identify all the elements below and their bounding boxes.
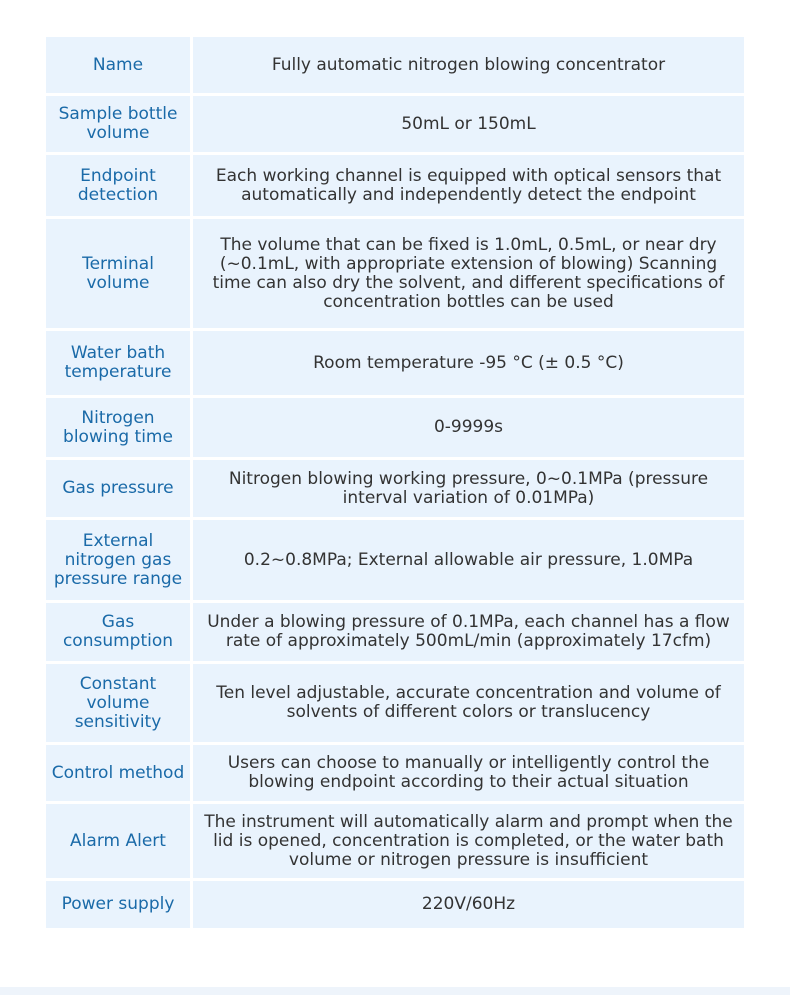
row-value: Each working channel is equipped with optical sensors that automatically and independently detect the endpoint <box>193 155 744 216</box>
row-label: Water bath temperature <box>46 331 193 395</box>
row-value: Ten level adjustable, accurate concentration and volume of solvents of different colors or translucency <box>193 664 744 742</box>
row-value: The volume that can be fixed is 1.0mL, 0.5mL, or near dry (~0.1mL, with appropriate extension of blowing) Scanning time can also dry the solvent, and different specifications of concentration bottles can be used <box>193 219 744 328</box>
table-row <box>46 520 744 600</box>
table-row <box>46 398 744 457</box>
table-row <box>46 664 744 742</box>
row-value: 0-9999s <box>193 398 744 457</box>
row-value: Nitrogen blowing working pressure, 0~0.1MPa (pressure interval variation of 0.01MPa) <box>193 460 744 517</box>
row-label: Name <box>46 37 193 93</box>
table-row <box>46 804 744 878</box>
row-value: 220V/60Hz <box>193 881 744 928</box>
row-value: The instrument will automatically alarm and prompt when the lid is opened, concentration is completed, or the water bath volume or nitrogen pressure is insufficient <box>193 804 744 878</box>
row-label: Alarm Alert <box>46 804 193 878</box>
row-value: Fully automatic nitrogen blowing concentrator <box>193 37 744 93</box>
table-row <box>46 155 744 216</box>
row-label: Gas pressure <box>46 460 193 517</box>
row-label: Endpoint detection <box>46 155 193 216</box>
row-label: Terminal volume <box>46 219 193 328</box>
row-label: External nitrogen gas pressure range <box>46 520 193 600</box>
row-label: Power supply <box>46 881 193 928</box>
row-label: Constant volume sensitivity <box>46 664 193 742</box>
row-label: Nitrogen blowing time <box>46 398 193 457</box>
table-row <box>46 331 744 395</box>
spec-table <box>46 34 744 931</box>
bottom-divider <box>0 987 790 995</box>
table-row <box>46 460 744 517</box>
row-value: 0.2~0.8MPa; External allowable air pressure, 1.0MPa <box>193 520 744 600</box>
table-row <box>46 96 744 152</box>
row-label: Control method <box>46 745 193 801</box>
row-value: Users can choose to manually or intelligently control the blowing endpoint according to their actual situation <box>193 745 744 801</box>
row-value: 50mL or 150mL <box>193 96 744 152</box>
table-row <box>46 37 744 93</box>
table-row <box>46 603 744 661</box>
table-row <box>46 745 744 801</box>
row-label: Sample bottle volume <box>46 96 193 152</box>
row-label: Gas consumption <box>46 603 193 661</box>
row-value: Under a blowing pressure of 0.1MPa, each channel has a flow rate of approximately 500mL/min (approximately 17cfm) <box>193 603 744 661</box>
row-value: Room temperature -95 °C (± 0.5 °C) <box>193 331 744 395</box>
table-row <box>46 881 744 928</box>
table-row <box>46 219 744 328</box>
